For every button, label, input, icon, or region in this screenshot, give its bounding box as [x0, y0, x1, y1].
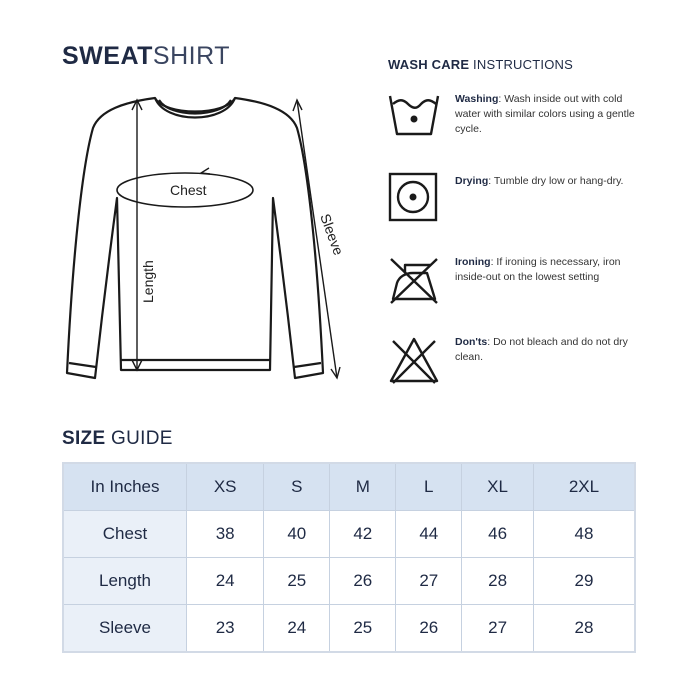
- table-header-row: [63, 463, 635, 511]
- table-cell: 28: [462, 558, 534, 605]
- table-cell: 27: [462, 605, 534, 653]
- title-light: SHIRT: [152, 42, 230, 70]
- care-key-donts: Don'ts: [455, 336, 488, 348]
- table-cell: 25: [264, 558, 330, 605]
- row-label: Sleeve: [63, 605, 187, 653]
- wash-basin-icon: [387, 90, 441, 144]
- care-text-donts: [455, 335, 645, 365]
- header-cell: XL: [462, 463, 534, 511]
- bleach-crossed-icon: [387, 333, 441, 387]
- table-cell: 38: [187, 511, 264, 558]
- table-cell: 46: [462, 511, 534, 558]
- table-cell: 29: [533, 558, 635, 605]
- wash-title-bold: WASH CARE: [388, 57, 470, 72]
- sweatshirt-outline: [55, 88, 355, 388]
- care-text-ironing: [455, 255, 645, 285]
- care-desc-drying: : Tumble dry low or hang-dry.: [488, 175, 624, 187]
- care-key-washing: Washing: [455, 93, 499, 105]
- header-cell: S: [264, 463, 330, 511]
- table-row: [63, 558, 635, 605]
- size-title-bold: SIZE: [62, 428, 106, 449]
- table-cell: 23: [187, 605, 264, 653]
- iron-crossed-icon: [387, 253, 441, 307]
- care-text-drying: [455, 174, 645, 189]
- care-desc-ironing: : If ironing is necessary, iron inside-out on the lowest setting: [455, 256, 621, 283]
- row-label: Chest: [63, 511, 187, 558]
- table-row: [63, 511, 635, 558]
- table-cell: 48: [533, 511, 635, 558]
- header-cell: XS: [187, 463, 264, 511]
- sleeve-label: Sleeve: [317, 211, 347, 258]
- table-row: [63, 605, 635, 653]
- care-key-ironing: Ironing: [455, 256, 491, 268]
- row-label: Length: [63, 558, 187, 605]
- table-cell: 27: [396, 558, 462, 605]
- size-guide-table: [62, 462, 636, 653]
- care-desc-washing: : Wash inside out with cold water with similar colors using a gentle cycle.: [455, 93, 635, 135]
- tumble-dry-icon: [387, 172, 441, 226]
- care-desc-donts: : Do not bleach and do not dry clean.: [455, 336, 628, 363]
- table-cell: 26: [396, 605, 462, 653]
- table-cell: 42: [330, 511, 396, 558]
- care-text-washing: [455, 92, 645, 137]
- table-cell: 44: [396, 511, 462, 558]
- header-cell: In Inches: [63, 463, 187, 511]
- size-title-light: GUIDE: [105, 428, 173, 449]
- care-item-drying: [387, 172, 647, 234]
- care-item-washing: [387, 90, 647, 152]
- header-cell: L: [396, 463, 462, 511]
- header-cell: 2XL: [533, 463, 635, 511]
- table-cell: 24: [187, 558, 264, 605]
- length-label: Length: [140, 260, 156, 303]
- header-cell: M: [330, 463, 396, 511]
- table-cell: 25: [330, 605, 396, 653]
- wash-care-title: [388, 57, 573, 72]
- size-guide-title: [62, 428, 173, 450]
- chest-label: Chest: [170, 182, 207, 198]
- wash-title-light: INSTRUCTIONS: [469, 57, 573, 72]
- care-item-donts: [387, 333, 647, 395]
- table-cell: 24: [264, 605, 330, 653]
- table-cell: 26: [330, 558, 396, 605]
- product-title: [62, 42, 230, 71]
- title-bold: SWEAT: [62, 42, 153, 70]
- care-key-drying: Drying: [455, 175, 489, 187]
- care-item-ironing: [387, 253, 647, 315]
- table-cell: 28: [533, 605, 635, 653]
- table-cell: 40: [264, 511, 330, 558]
- sweatshirt-diagram: [55, 88, 355, 388]
